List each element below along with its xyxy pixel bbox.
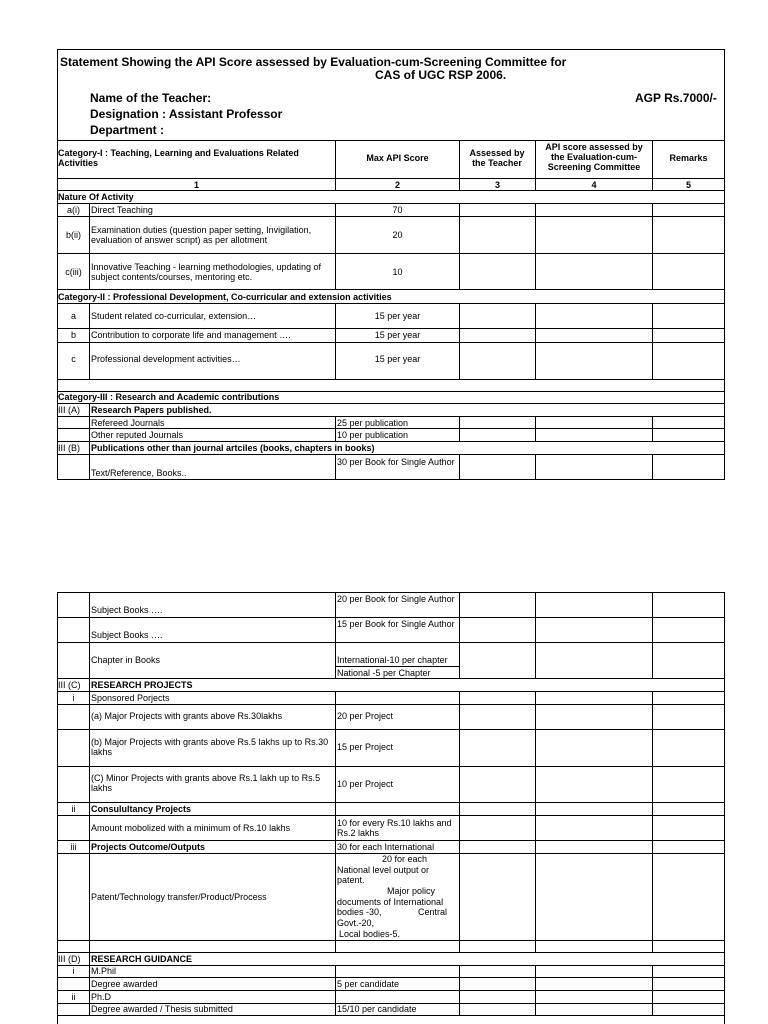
column-number-4: 4: [591, 180, 597, 190]
section-label-research-papers: Research Papers published.: [91, 405, 212, 415]
row-desc-degree-awarded: Degree awarded: [91, 979, 158, 989]
row-desc-patent: Patent/Technology transfer/Product/Process: [91, 892, 267, 902]
row-desc-corporate-life: Contribution to corporate life and management ….: [91, 330, 291, 340]
section-code-3c: III (C): [58, 680, 81, 690]
row-desc-subject-books: Subject Books ….: [91, 630, 163, 640]
row-score: 25 per publication: [337, 418, 409, 428]
agp-value: AGP Rs.7000/-: [635, 91, 717, 105]
row-score: National -5 per Chapter: [337, 668, 431, 678]
patent-score-line: patent.: [337, 875, 365, 885]
patent-score-line: documents of International: [337, 897, 444, 907]
row-code: ii: [71, 992, 76, 1002]
row-desc-degree-thesis: Degree awarded / Thesis submitted: [91, 1004, 233, 1014]
row-score: 10 per publication: [337, 430, 409, 440]
row-desc-direct-teaching: Direct Teaching: [91, 205, 153, 215]
row-score: 10 per Project: [337, 779, 394, 789]
row-code: a: [70, 311, 76, 321]
row-score: 20: [392, 230, 403, 240]
header-category-1: Category-I : Teaching, Learning and Evaluations Related Activities: [58, 148, 299, 168]
row-code: a(i): [67, 205, 80, 215]
row-desc-major-projects-b: (b) Major Projects with grants above Rs.5 lakhs up to Rs.30 lakhs: [91, 737, 329, 757]
header-remarks: Remarks: [669, 153, 708, 163]
header-assessed-by-teacher: Assessed by the Teacher: [469, 148, 525, 168]
patent-score-line: Govt.-20,: [337, 918, 375, 928]
row-score: 15 per year: [374, 354, 421, 364]
row-label-consultancy-projects: Consulultancy Projects: [91, 804, 192, 814]
row-desc-examination-duties: Examination duties (question paper setting, Invigilation, evaluation of answer script) as per allotment: [91, 225, 312, 245]
row-desc-student-related: Student related co-curricular, extension…: [91, 311, 257, 321]
row-score: 5 per candidate: [337, 979, 400, 989]
designation: Designation : Assistant Professor: [90, 107, 283, 121]
row-desc-professional-development: Professional development activities…: [91, 354, 241, 364]
row-score: 20 per Book for Single Author: [337, 594, 455, 604]
patent-score-line: 20 for each: [382, 854, 428, 864]
row-score: 10: [392, 267, 403, 277]
section-label-research-guidance: RESEARCH GUIDANCE: [91, 954, 193, 964]
category-3-heading: Category-III : Research and Academic contributions: [58, 392, 280, 402]
row-desc-sponsored-projects: Sponsored Porjects: [91, 693, 170, 703]
row-code: i: [72, 966, 75, 976]
row-desc-subject-books: Subject Books ….: [91, 605, 163, 615]
row-desc-other-journals: Other reputed Journals: [91, 430, 184, 440]
row-desc-amount-mobolized: Amount mobolized with a minimum of Rs.10 lakhs: [91, 823, 291, 833]
header-committee-score: API score assessed by the Evaluation-cum-Screening Committee: [545, 142, 643, 172]
row-score: 15 per year: [374, 330, 421, 340]
row-desc-innovative-teaching: Innovative Teaching - learning methodologies, updating of subject contents/courses, mentoring etc.: [91, 262, 321, 282]
row-code: b: [70, 330, 76, 340]
row-desc-chapter-in-books: Chapter in Books: [91, 655, 161, 665]
section-label-publications: Publications other than journal artciles (books, chapters in books): [91, 443, 375, 453]
row-score: 30 for each International: [337, 842, 435, 852]
column-number-5: 5: [685, 180, 691, 190]
row-label-phd: Ph.D: [91, 992, 112, 1002]
row-score: 15/10 per candidate: [337, 1004, 417, 1014]
section-code-3b: III (B): [58, 443, 80, 453]
page-title-line-2: CAS of UGC RSP 2006.: [375, 68, 507, 82]
row-desc-major-projects-a: (a) Major Projects with grants above Rs.30lakhs: [91, 711, 283, 721]
row-label-mphil: M.Phil: [91, 966, 117, 976]
row-score: 70: [392, 205, 403, 215]
section-label-research-projects: RESEARCH PROJECTS: [91, 680, 193, 690]
department: Department :: [90, 123, 165, 137]
row-score: 10 for every Rs.10 lakhs and Rs.2 lakhs: [337, 818, 452, 838]
patent-score-line: Major policy: [387, 886, 436, 896]
row-score: 15 per year: [374, 311, 421, 321]
row-score: 15 per Book for Single Author: [337, 619, 455, 629]
row-code: i: [72, 693, 75, 703]
nature-of-activity-label: Nature Of Activity: [58, 192, 134, 202]
row-desc-refereed-journals: Refereed Journals: [91, 418, 165, 428]
patent-score-line: National level output or: [337, 865, 430, 875]
teacher-name-label: Name of the Teacher:: [90, 91, 212, 105]
section-code-3d: III (D): [58, 954, 81, 964]
row-code: c(iii): [65, 267, 82, 277]
row-code: iii: [70, 842, 77, 852]
row-code: c: [71, 354, 76, 364]
row-score: 15 per Project: [337, 742, 394, 752]
row-score: 30 per Book for Single Author: [337, 457, 455, 467]
section-code-3a: III (A): [58, 405, 80, 415]
row-score: International-10 per chapter: [337, 655, 448, 665]
patent-score-line: Central: [418, 907, 448, 917]
header-max-api-score: Max API Score: [366, 153, 429, 163]
row-score: 20 per Project: [337, 711, 394, 721]
category-2-heading: Category-II : Professional Development, Co-curricular and extension activities: [58, 292, 392, 302]
column-number-1: 1: [193, 180, 199, 190]
row-desc-text-reference-books: Text/Reference, Books..: [91, 468, 187, 478]
column-number-3: 3: [494, 180, 500, 190]
patent-score-line: bodies -30,: [337, 907, 382, 917]
page-title-line-1: Statement Showing the API Score assessed by Evaluation-cum-Screening Committee for: [60, 55, 567, 69]
row-label-projects-outcome: Projects Outcome/Outputs: [91, 842, 206, 852]
column-number-2: 2: [394, 180, 400, 190]
row-desc-minor-projects: (C) Minor Projects with grants above Rs.1 lakh up to Rs.5 lakhs: [91, 773, 321, 793]
row-code: b(ii): [66, 230, 81, 240]
patent-score-line: Local bodies-5.: [339, 929, 401, 939]
row-code: ii: [71, 804, 76, 814]
